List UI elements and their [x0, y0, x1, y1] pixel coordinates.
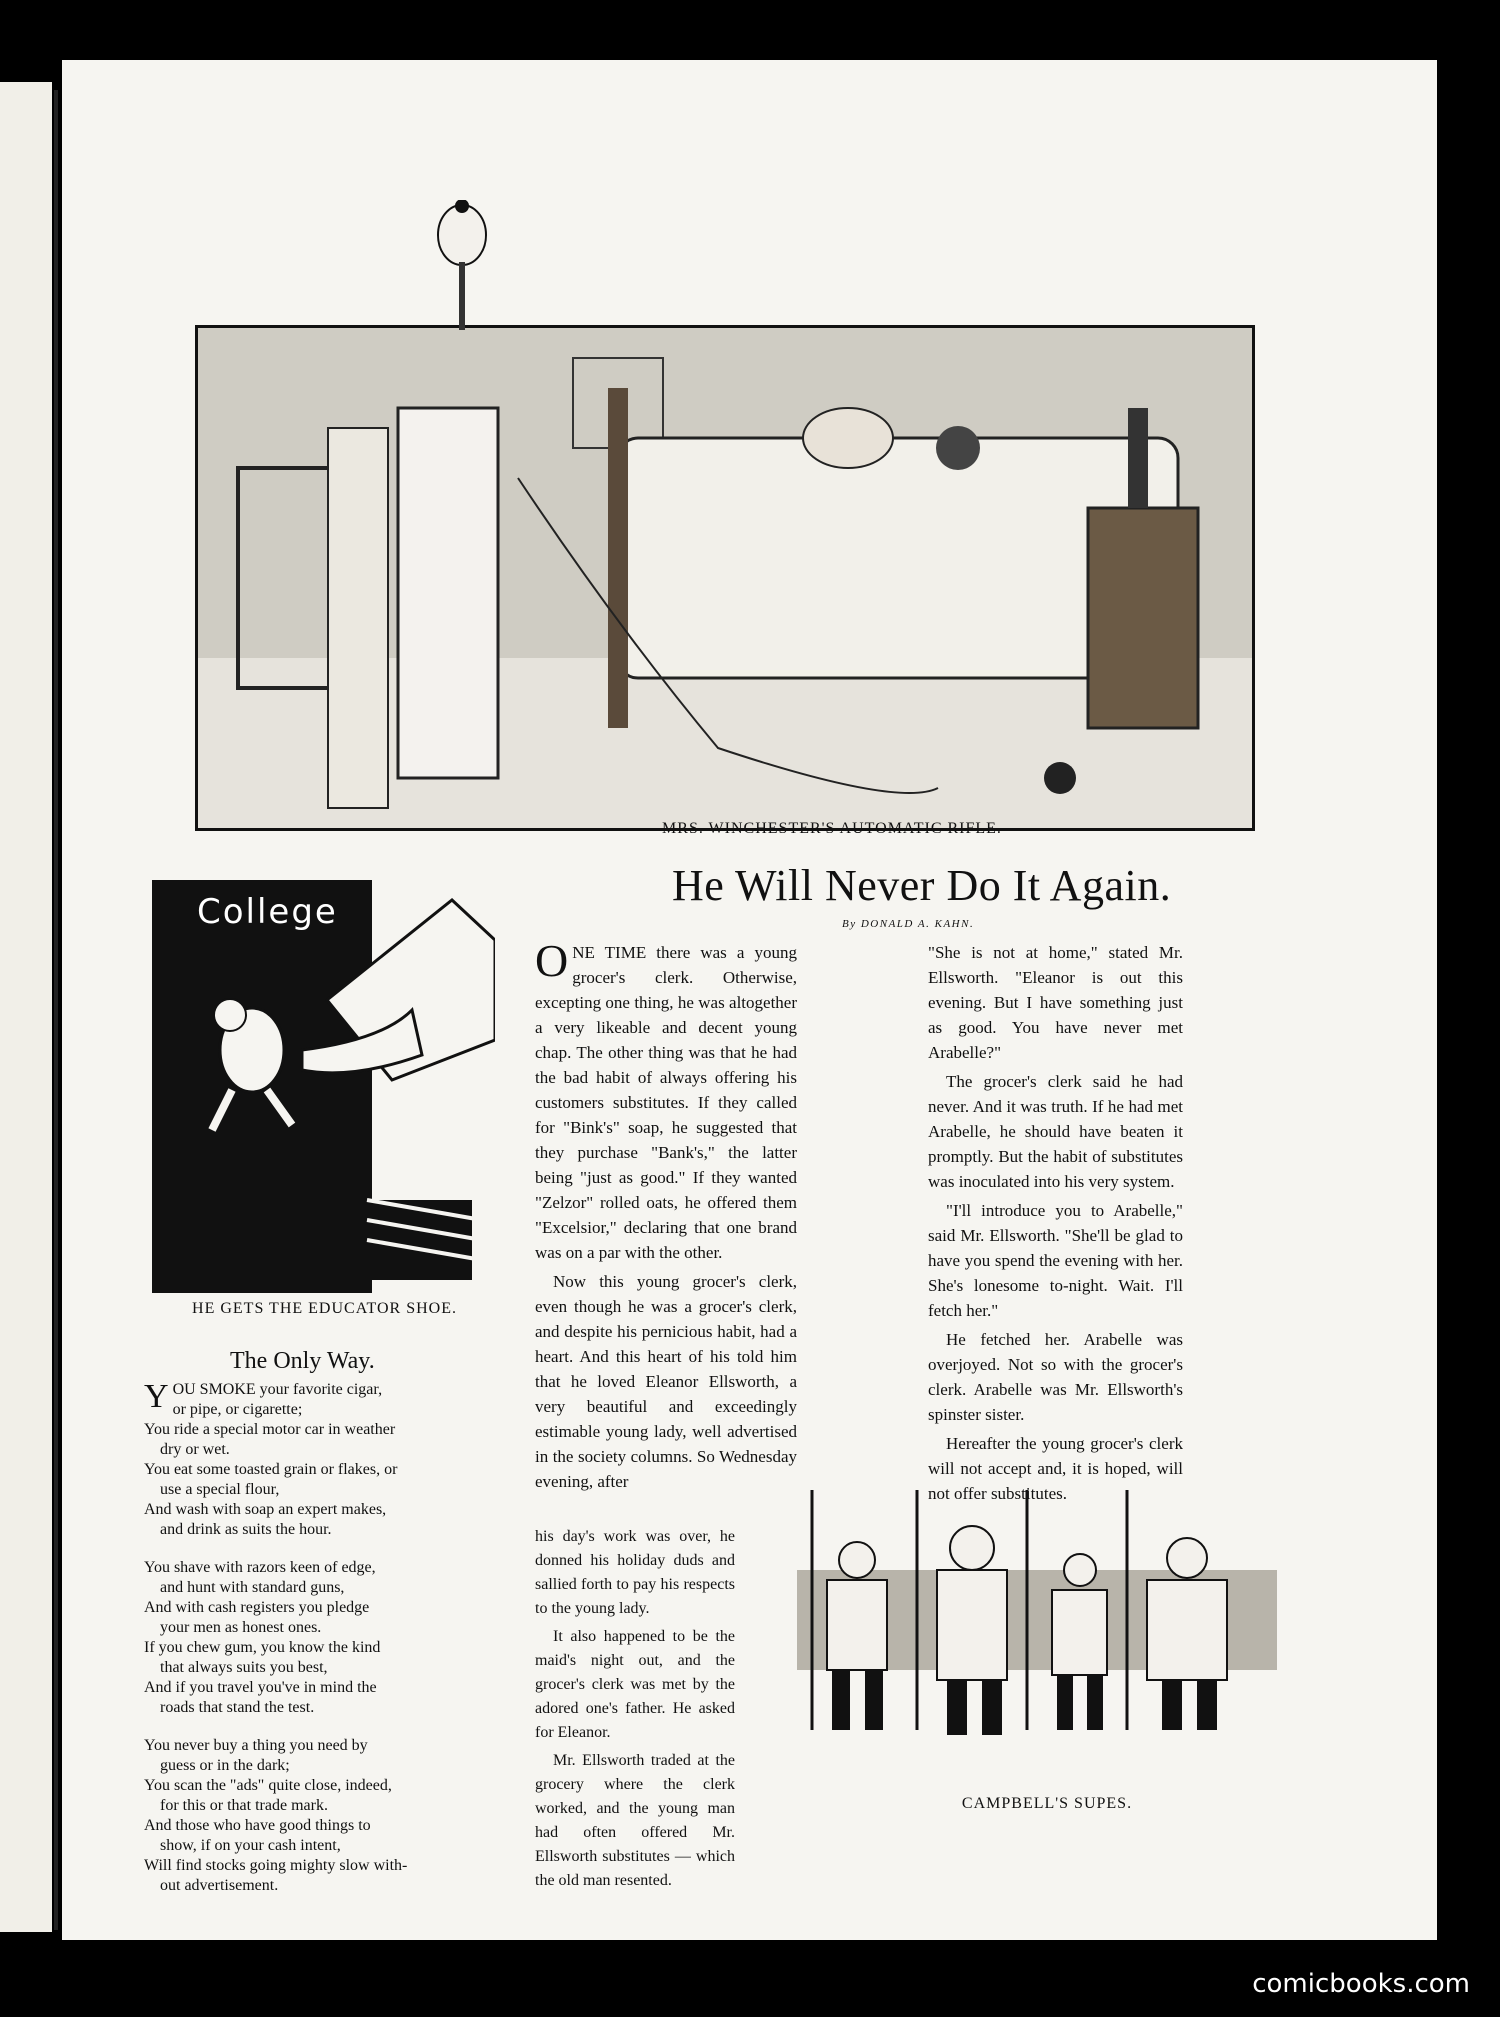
article-paragraph: "I'll introduce you to Arabelle," said Mr. Ellsworth. "She'll be glad to have you spend the evening with her. She's lonesome to-night. Wait. I'll fetch her.": [928, 1201, 1183, 1320]
poem-line: or pipe, or cigarette;: [172, 1401, 303, 1418]
top-illustration-caption: MRS. WINCHESTER'S AUTOMATIC RIFLE.: [662, 820, 1002, 837]
bedroom-scene-drawing: [198, 328, 1252, 828]
poem-body: [144, 1380, 504, 1896]
college-illustration: [152, 880, 495, 1293]
poem-line: And wash with soap an expert makes,: [144, 1501, 387, 1518]
bedroom-illustration: [195, 325, 1255, 831]
article-paragraph: Now this young grocer's clerk, even though he was a grocer's clerk, and despite his pernicious habit, had a heart. And this heart of his told him that he loved Eleanor Ellsworth, a very beautiful and exceedingly estimable young lady, well advertised in the society columns. So Wednesday evening, after: [535, 1272, 797, 1491]
article-paragraph: The grocer's clerk said he had never. And it was truth. If he had met Arabelle, he should have beaten it promptly. But the habit of substitutes was inoculated into his very system.: [928, 1072, 1183, 1191]
poem-line: and hunt with standard guns,: [160, 1579, 345, 1596]
poem-line: And if you travel you've in mind the: [144, 1679, 377, 1696]
article-column-2: [928, 940, 1183, 1510]
poem-line: dry or wet.: [160, 1441, 230, 1458]
poem-stanza-1: [144, 1380, 504, 1540]
poem-line: Will find stocks going mighty slow with-: [144, 1857, 408, 1874]
poem-line: and drink as suits the hour.: [160, 1521, 332, 1538]
highlanders-illustration: [797, 1550, 1277, 1750]
article-column-1-lower: [535, 1525, 735, 1897]
article-paragraph: He fetched her. Arabelle was overjoyed. Not so with the grocer's clerk. Arabelle was Mr. Ellsworth's spinster sister.: [928, 1330, 1183, 1424]
poem-stanza-2: [144, 1558, 504, 1718]
poem-line: You scan the "ads" quite close, indeed,: [144, 1777, 392, 1794]
college-sign-text: College: [197, 892, 338, 932]
college-shoe-drawing: [152, 880, 495, 1293]
poem-line: You shave with razors keen of edge,: [144, 1559, 376, 1576]
poem-line: show, if on your cash intent,: [160, 1837, 341, 1854]
poem-line: roads that stand the test.: [160, 1699, 315, 1716]
college-caption: HE GETS THE EDUCATOR SHOE.: [192, 1300, 457, 1317]
poem-line: And with cash registers you pledge: [144, 1599, 370, 1616]
article-paragraph: ONE TIME there was a young grocer's clerk. Otherwise, excepting one thing, he was altogether a very likeable and decent young chap. The other thing was that he had the bad habit of always offering his customers substitutes. If they called for "Bink's" soap, he suggested that they purchase "Bank's," the latter being "just as good." If they wanted "Zelzor" rolled oats, he offered them "Excelsior," declaring that one brand was on a par with the other.: [535, 935, 797, 1262]
poem-title: The Only Way.: [230, 1348, 375, 1374]
poem-line: that always suits you best,: [160, 1659, 328, 1676]
site-watermark: comicbooks.com: [1252, 1969, 1470, 1999]
article-paragraph: It also happened to be the maid's night out, and the grocer's clerk was met by the adored one's father. He asked for Eleanor.: [535, 1628, 735, 1741]
poem-line: And those who have good things to: [144, 1817, 371, 1834]
poem-line: for this or that trade mark.: [160, 1797, 328, 1814]
gutter-line: [54, 90, 58, 1930]
magazine-page: [62, 60, 1437, 1940]
article-paragraph: his day's work was over, he donned his holiday duds and sallied forth to pay his respects to the young lady.: [535, 1528, 735, 1617]
poem-stanza-3: [144, 1736, 504, 1896]
bottom-illustration-caption: CAMPBELL'S SUPES.: [961, 1795, 1133, 1812]
article-column-1: [535, 935, 797, 1498]
poem-line: If you chew gum, you know the kind: [144, 1639, 381, 1656]
article-title: He Will Never Do It Again.: [672, 861, 1172, 910]
poem-line: YOU SMOKE your favorite cigar,: [144, 1378, 383, 1415]
highlanders-drawing: [797, 1490, 1277, 1750]
poem-line: You never buy a thing you need by: [144, 1737, 368, 1754]
poem-line: out advertisement.: [160, 1877, 279, 1894]
article-byline: By DONALD A. KAHN.: [842, 918, 975, 930]
poem-line: your men as honest ones.: [160, 1619, 322, 1636]
poem-dropcap: Y: [144, 1378, 169, 1415]
article-paragraph: Hereafter the young grocer's clerk will not accept and, it is hoped, will not offer substitutes.: [928, 1434, 1183, 1503]
woman-head-drawing: [432, 200, 492, 330]
left-page-edge: [0, 82, 52, 1932]
article-paragraph: "She is not at home," stated Mr. Ellsworth. "Eleanor is out this evening. But I have something just as good. You have never met Arabelle?": [928, 943, 1183, 1062]
poem-line: You ride a special motor car in weather: [144, 1421, 396, 1438]
poem-line: You eat some toasted grain or flakes, or: [144, 1461, 398, 1478]
article-dropcap: O: [535, 935, 569, 986]
article-paragraph: Mr. Ellsworth traded at the grocery where the clerk worked, and the young man had often offered Mr. Ellsworth substitutes — which the old man resented.: [535, 1752, 735, 1889]
poem-line: guess or in the dark;: [160, 1757, 290, 1774]
poem-line: use a special flour,: [160, 1481, 280, 1498]
